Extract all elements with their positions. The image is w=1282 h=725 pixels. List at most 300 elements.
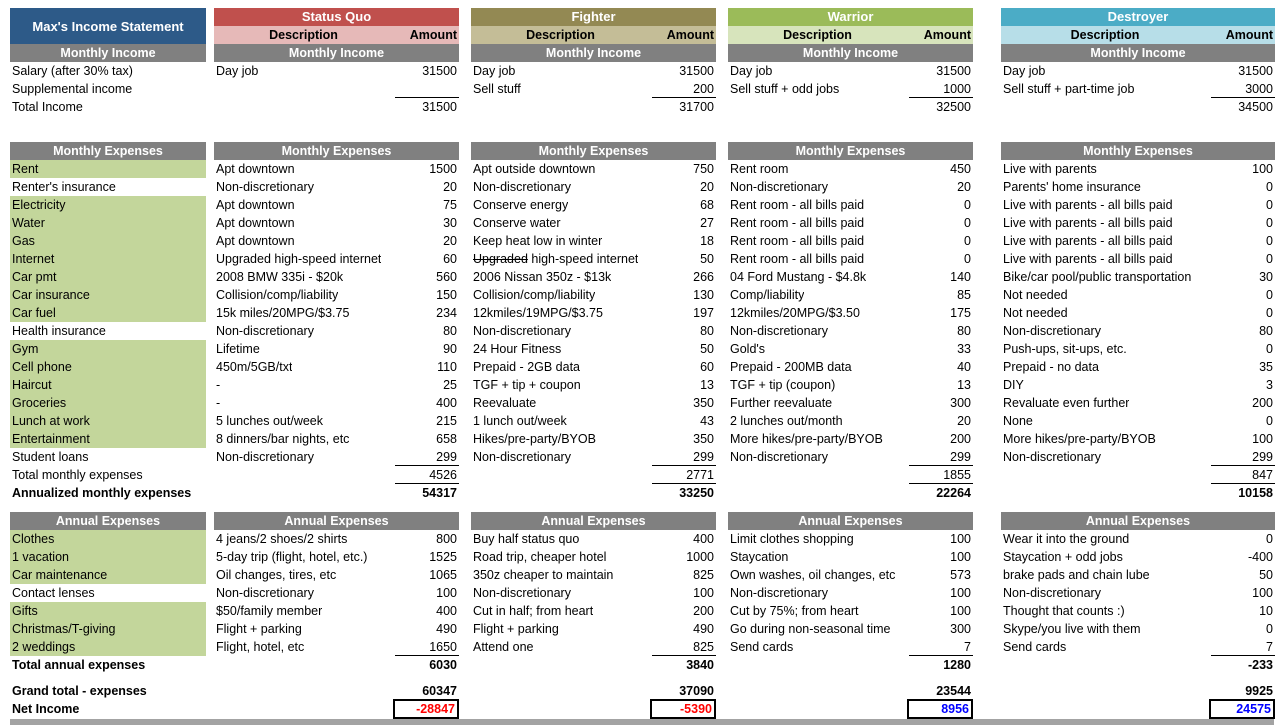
description-cell: 24 Hour Fitness [473, 342, 562, 356]
description-cell [728, 466, 730, 484]
monthly-total-row [214, 466, 459, 484]
description-cell: TGF + tip + coupon [473, 378, 581, 392]
data-row [1001, 214, 1275, 232]
data-row [214, 232, 459, 250]
amount-cell: 200 [950, 432, 971, 446]
amount-cell: 0 [1266, 180, 1273, 194]
data-row [471, 340, 716, 358]
row-label: Clothes [12, 532, 55, 546]
income-total-row [214, 98, 459, 116]
row-label: Christmas/T-giving [12, 622, 116, 636]
label-row [10, 268, 206, 286]
row-label: Gym [12, 342, 39, 356]
data-row [471, 268, 716, 286]
data-row [471, 394, 716, 412]
amount-cell: 299 [652, 448, 716, 466]
description-column-header: Description [783, 28, 852, 42]
description-cell: Rent room - all bills paid [730, 216, 865, 230]
data-row [471, 548, 716, 566]
description-cell [214, 80, 216, 98]
scenario-subheader [471, 26, 716, 44]
label-row [10, 286, 206, 304]
description-cell: Staycation + odd jobs [1003, 550, 1123, 564]
description-column-header: Description [526, 28, 595, 42]
description-cell [471, 656, 473, 674]
section-gap [728, 116, 973, 142]
amount-cell: 400 [436, 396, 457, 410]
row-label: Internet [12, 252, 55, 266]
description-cell: Further reevaluate [730, 396, 833, 410]
data-row [1001, 250, 1275, 268]
description-cell: Non-discretionary [473, 450, 571, 464]
description-cell [214, 656, 216, 674]
data-row [471, 250, 716, 268]
total-annual-label: Total annual expenses [12, 658, 146, 672]
amount-cell: 0 [1266, 252, 1273, 266]
row-label: Groceries [12, 396, 67, 410]
description-cell: 15k miles/20MPG/$3.75 [216, 306, 350, 320]
income-statement-sheet [10, 8, 1275, 718]
monthly-total-value: 1855 [909, 466, 973, 484]
label-row [10, 412, 206, 430]
description-cell [471, 682, 473, 700]
row-label: 2 weddings [12, 640, 76, 654]
data-row [471, 430, 716, 448]
data-row [1001, 322, 1275, 340]
amount-cell: 100 [1252, 162, 1273, 176]
annualized-row [214, 484, 459, 502]
scenario-title: Status Quo [214, 8, 459, 26]
data-row [214, 214, 459, 232]
row-label: Electricity [12, 198, 66, 212]
annualized-value: 10158 [1238, 486, 1273, 500]
amount-cell: 110 [437, 360, 457, 374]
monthly-total-value: 2771 [652, 466, 716, 484]
description-cell: Cut by 75%; from heart [730, 604, 859, 618]
description-cell [728, 656, 730, 674]
amount-cell: 200 [693, 604, 714, 618]
row-label: Salary (after 30% tax) [12, 64, 133, 78]
data-row [214, 412, 459, 430]
amount-cell: 13 [957, 378, 971, 392]
description-cell: Live with parents [1003, 162, 1097, 176]
description-cell: Non-discretionary [473, 324, 571, 338]
net-income-value: -5390 [650, 699, 716, 719]
data-row [728, 566, 973, 584]
data-row [1001, 584, 1275, 602]
label-row [10, 196, 206, 214]
annualized-row [1001, 484, 1275, 502]
label-row [10, 62, 206, 80]
row-label: Supplemental income [12, 82, 133, 96]
grand-total-label: Grand total - expenses [12, 684, 147, 698]
description-cell: 8 dinners/bar nights, etc [216, 432, 350, 446]
amount-cell: 40 [957, 360, 971, 374]
section-gap [10, 116, 206, 142]
annualized-row [471, 484, 716, 502]
amount-cell: 30 [1259, 270, 1273, 284]
description-cell: Conserve water [473, 216, 561, 230]
income-total-row [1001, 98, 1275, 116]
description-cell: Sell stuff [473, 82, 521, 96]
description-cell: Apt outside downtown [473, 162, 596, 176]
data-row [214, 286, 459, 304]
amount-cell: 80 [957, 324, 971, 338]
amount-cell: 31500 [1238, 64, 1273, 78]
data-row [728, 80, 973, 98]
data-row [214, 62, 459, 80]
section-gap [214, 116, 459, 142]
description-cell: Hikes/pre-party/BYOB [473, 432, 596, 446]
monthly-expense-rows [214, 160, 459, 466]
data-row [1001, 178, 1275, 196]
grand-total-value: 9925 [1245, 684, 1273, 698]
description-cell: TGF + tip (coupon) [730, 378, 836, 392]
data-row [471, 448, 716, 466]
data-row [471, 530, 716, 548]
row-label: Lunch at work [12, 414, 90, 428]
amount-cell: 140 [950, 270, 971, 284]
grand-total-row [214, 682, 459, 700]
data-row [214, 358, 459, 376]
data-row [1001, 286, 1275, 304]
amount-cell: 3000 [1211, 80, 1275, 98]
scenario-title: Warrior [728, 8, 973, 26]
annual-total-row [728, 656, 973, 674]
data-row [214, 304, 459, 322]
data-row [214, 80, 459, 98]
label-row [10, 250, 206, 268]
section-gap [471, 674, 716, 682]
grand-total-row [1001, 682, 1275, 700]
data-row [728, 178, 973, 196]
amount-cell: 3 [1266, 378, 1273, 392]
description-cell [1001, 98, 1003, 116]
amount-cell: 100 [1252, 432, 1273, 446]
amount-cell [395, 80, 459, 98]
description-cell: Keep heat low in winter [473, 234, 603, 248]
monthly-expenses-section-header: Monthly Expenses [214, 142, 459, 160]
row-label: Car insurance [12, 288, 90, 302]
amount-cell: 1000 [686, 550, 714, 564]
data-row [471, 376, 716, 394]
description-cell: Non-discretionary [730, 586, 828, 600]
amount-column-header: Amount [1225, 28, 1273, 42]
data-row [728, 250, 973, 268]
amount-cell: 150 [436, 288, 457, 302]
income-rows [471, 62, 716, 98]
data-row [1001, 602, 1275, 620]
row-label: Contact lenses [12, 586, 95, 600]
monthly-income-section-header: Monthly Income [471, 44, 716, 62]
data-row [728, 620, 973, 638]
data-row [1001, 304, 1275, 322]
amount-cell: 7 [1211, 638, 1275, 656]
net-income-value: -28847 [393, 699, 459, 719]
monthly-total-row [728, 466, 973, 484]
description-cell: Non-discretionary [730, 324, 828, 338]
description-cell: Live with parents - all bills paid [1003, 252, 1173, 266]
scenario-title: Destroyer [1001, 8, 1275, 26]
amount-cell: 100 [950, 550, 971, 564]
description-cell: Collision/comp/liability [216, 288, 339, 302]
amount-cell: 50 [700, 342, 714, 356]
monthly-total-row [1001, 466, 1275, 484]
annual-expenses-section-header: Annual Expenses [1001, 512, 1275, 530]
amount-cell: 130 [693, 288, 714, 302]
description-cell: Prepaid - no data [1003, 360, 1099, 374]
description-cell: 12kmiles/20MPG/$3.50 [730, 306, 860, 320]
scenario-column-destroyer [1001, 8, 1275, 718]
data-row [214, 394, 459, 412]
description-cell: brake pads and chain lube [1003, 568, 1150, 582]
grand-total-row [471, 682, 716, 700]
description-cell: Go during non-seasonal time [730, 622, 891, 636]
monthly-expense-rows [1001, 160, 1275, 466]
description-cell: Prepaid - 2GB data [473, 360, 581, 374]
data-row [728, 394, 973, 412]
description-cell [1001, 466, 1003, 484]
description-cell: Apt downtown [216, 198, 295, 212]
amount-cell: 20 [443, 180, 457, 194]
amount-cell: 43 [700, 414, 714, 428]
amount-cell: 658 [436, 432, 457, 446]
income-total-value: 31700 [679, 100, 714, 114]
income-total-row [728, 98, 973, 116]
section-gap [471, 116, 716, 142]
section-gap [214, 502, 459, 512]
description-cell: - [216, 378, 221, 392]
section-gap [728, 674, 973, 682]
description-cell: Attend one [473, 640, 534, 654]
label-row [10, 358, 206, 376]
amount-cell: 197 [693, 306, 714, 320]
description-cell: Rent room - all bills paid [730, 198, 865, 212]
annualized-value: 54317 [422, 486, 457, 500]
description-cell: Non-discretionary [473, 180, 571, 194]
income-rows [728, 62, 973, 98]
description-cell: Apt downtown [216, 234, 295, 248]
description-cell: Sell stuff + part-time job [1003, 82, 1135, 96]
data-row [214, 322, 459, 340]
description-cell [214, 682, 216, 700]
data-row [728, 530, 973, 548]
amount-cell: 10 [1259, 604, 1273, 618]
label-row [10, 548, 206, 566]
section-gap [1001, 674, 1275, 682]
row-label: Health insurance [12, 324, 106, 338]
data-row [214, 340, 459, 358]
label-row [10, 304, 206, 322]
amount-cell: 85 [957, 288, 971, 302]
label-row [10, 80, 206, 98]
amount-cell: 100 [950, 586, 971, 600]
description-cell [214, 466, 216, 484]
amount-cell: 100 [1252, 586, 1273, 600]
description-cell: - [216, 396, 221, 410]
annual-expenses-section-header: Annual Expenses [214, 512, 459, 530]
data-row [471, 160, 716, 178]
description-cell: Non-discretionary [216, 450, 314, 464]
section-gap [728, 502, 973, 512]
monthly-expenses-section-header: Monthly Expenses [1001, 142, 1275, 160]
description-cell: 350z cheaper to maintain [473, 568, 614, 582]
sheet-title: Max's Income Statement [10, 8, 206, 44]
data-row [471, 620, 716, 638]
description-cell: Day job [216, 64, 259, 78]
label-row [10, 448, 206, 466]
total-monthly-label: Total monthly expenses [12, 468, 143, 482]
row-label: Renter's insurance [12, 180, 116, 194]
data-row [728, 160, 973, 178]
annualized-row [728, 484, 973, 502]
data-row [471, 214, 716, 232]
amount-cell: 1000 [909, 80, 973, 98]
data-row [214, 196, 459, 214]
struck-text: Upgraded [473, 252, 528, 266]
description-cell: Non-discretionary [1003, 450, 1101, 464]
data-row [1001, 160, 1275, 178]
description-cell [728, 98, 730, 116]
grand-total-value: 23544 [936, 684, 971, 698]
grand-total-label-row [10, 682, 206, 700]
amount-cell: 100 [436, 586, 457, 600]
annual-total-value: 3840 [686, 658, 714, 672]
label-row [10, 638, 206, 656]
description-cell: Day job [730, 64, 773, 78]
amount-cell: 50 [700, 252, 714, 266]
description-column-header: Description [269, 28, 338, 42]
data-row [214, 584, 459, 602]
scenario-column-status-quo [214, 8, 459, 718]
description-cell: Flight + parking [473, 622, 559, 636]
income-label-rows [10, 62, 206, 116]
label-row [10, 178, 206, 196]
amount-cell: 750 [693, 162, 714, 176]
amount-cell: 0 [1266, 216, 1273, 230]
data-row [471, 322, 716, 340]
data-row [471, 304, 716, 322]
monthly-expense-rows [728, 160, 973, 466]
description-cell: Limit clothes shopping [730, 532, 854, 546]
data-row [214, 376, 459, 394]
data-row [471, 412, 716, 430]
label-row [10, 232, 206, 250]
description-cell: Non-discretionary [1003, 324, 1101, 338]
data-row [728, 322, 973, 340]
data-row [1001, 80, 1275, 98]
amount-cell: 25 [443, 378, 457, 392]
amount-cell: 90 [443, 342, 457, 356]
scenario-subheader [728, 26, 973, 44]
description-cell: $50/family member [216, 604, 323, 618]
data-row [1001, 62, 1275, 80]
amount-cell: 0 [964, 252, 971, 266]
next-section-edge-strip [10, 719, 1274, 725]
description-cell: None [1003, 414, 1033, 428]
data-row [214, 160, 459, 178]
data-row [471, 638, 716, 656]
amount-cell: 299 [395, 448, 459, 466]
monthly-expenses-section-header: Monthly Expenses [728, 142, 973, 160]
income-total-row [471, 98, 716, 116]
description-cell [214, 484, 216, 502]
row-label: Student loans [12, 450, 89, 464]
label-row [10, 214, 206, 232]
description-cell: Upgraded high-speed internet [216, 252, 382, 266]
description-cell: Apt downtown [216, 162, 295, 176]
net-income-row [214, 700, 459, 718]
description-cell: Parents' home insurance [1003, 180, 1141, 194]
description-cell: More hikes/pre-party/BYOB [730, 432, 883, 446]
description-cell [471, 484, 473, 502]
description-cell: Flight + parking [216, 622, 302, 636]
annual-total-row [1001, 656, 1275, 674]
scenario-subheader [1001, 26, 1275, 44]
amount-cell: 75 [443, 198, 457, 212]
data-row [471, 566, 716, 584]
description-cell: Apt downtown [216, 216, 295, 230]
monthly-total-row [471, 466, 716, 484]
description-cell: Push-ups, sit-ups, etc. [1003, 342, 1127, 356]
annual-expenses-section-header: Annual Expenses [728, 512, 973, 530]
section-gap [1001, 502, 1275, 512]
amount-cell: 35 [1259, 360, 1273, 374]
amount-cell: 350 [693, 396, 714, 410]
amount-cell: 20 [957, 414, 971, 428]
total-monthly-label-row [10, 466, 206, 484]
amount-cell: 0 [1266, 288, 1273, 302]
description-cell: Oil changes, tires, etc [216, 568, 337, 582]
description-cell: Revaluate even further [1003, 396, 1130, 410]
label-row [10, 340, 206, 358]
amount-cell: 0 [964, 216, 971, 230]
data-row [728, 340, 973, 358]
monthly-total-value: 4526 [395, 466, 459, 484]
amount-cell: 825 [693, 568, 714, 582]
row-label: 1 vacation [12, 550, 69, 564]
data-row [728, 602, 973, 620]
description-cell: Wear it into the ground [1003, 532, 1130, 546]
amount-cell: 450 [950, 162, 971, 176]
amount-cell: 27 [700, 216, 714, 230]
grand-total-row [728, 682, 973, 700]
annual-label-rows [10, 530, 206, 656]
amount-cell: 7 [909, 638, 973, 656]
net-income-value: 8956 [907, 699, 973, 719]
amount-cell: 1065 [429, 568, 457, 582]
scenario-column-fighter [471, 8, 716, 718]
annual-expense-rows [471, 530, 716, 656]
net-income-row [1001, 700, 1275, 718]
data-row [471, 286, 716, 304]
data-row [728, 430, 973, 448]
amount-cell: 350 [693, 432, 714, 446]
description-cell: Non-discretionary [216, 180, 314, 194]
description-cell: Non-discretionary [730, 180, 828, 194]
data-row [728, 376, 973, 394]
label-row [10, 322, 206, 340]
total-annual-label-row [10, 656, 206, 674]
data-row [728, 638, 973, 656]
description-cell [728, 682, 730, 700]
data-row [1001, 376, 1275, 394]
amount-cell: 490 [693, 622, 714, 636]
amount-cell: -400 [1247, 550, 1273, 564]
annual-total-value: 1280 [943, 658, 971, 672]
row-label: Car maintenance [12, 568, 108, 582]
monthly-expenses-section-header: Monthly Expenses [10, 142, 206, 160]
